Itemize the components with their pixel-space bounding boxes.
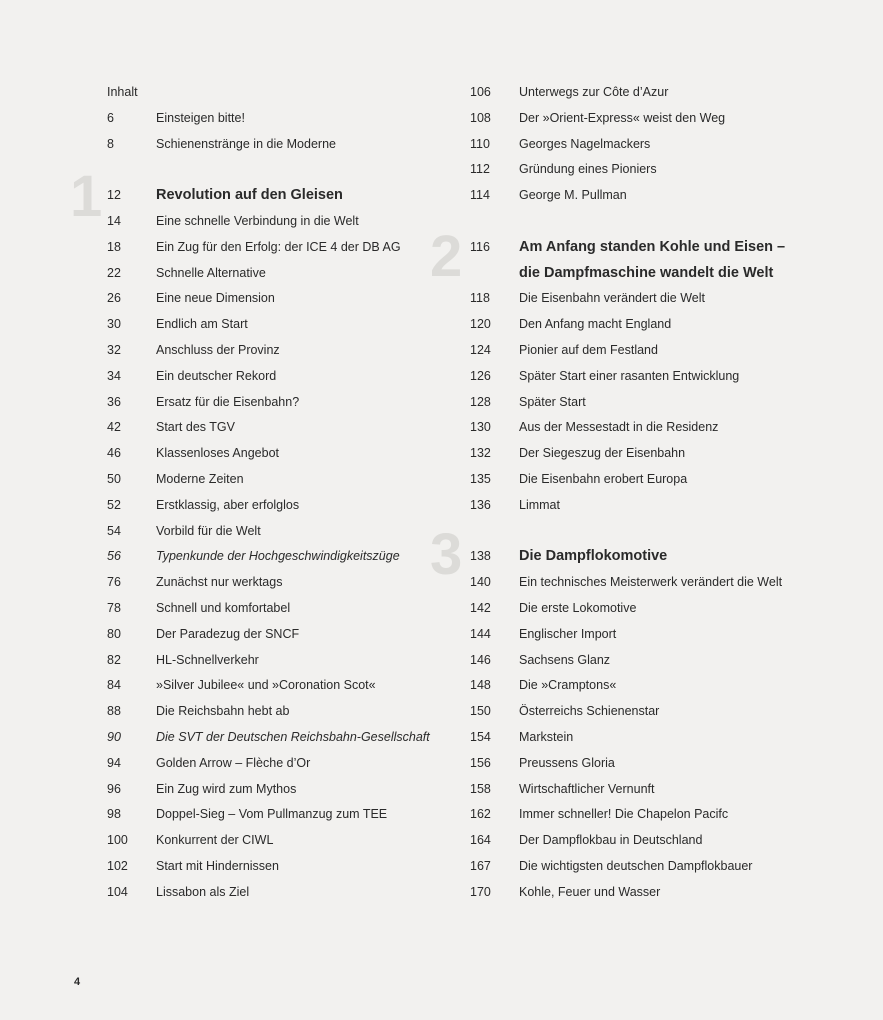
toc-page-number: 42 — [107, 420, 121, 435]
toc-page-number: 52 — [107, 497, 121, 512]
toc-page-number: 158 — [470, 781, 491, 796]
toc-entry-title: Doppel-Sieg – Vom Pullmanzug zum TEE — [156, 807, 388, 822]
toc-chapter-heading — [107, 183, 437, 209]
toc-entry — [107, 544, 437, 570]
toc-page-number: 112 — [470, 162, 490, 177]
toc-entry-title: Erstklassig, aber erfolglos — [156, 497, 300, 512]
toc-page-number: 96 — [107, 781, 121, 796]
toc-entry-title: Den Anfang macht England — [519, 317, 672, 332]
toc-entry-title: Endlich am Start — [156, 317, 248, 332]
toc-page-number: 110 — [470, 136, 490, 151]
toc-entry-title: Am Anfang standen Kohle und Eisen – — [519, 238, 786, 255]
toc-entry — [107, 312, 437, 338]
toc-entry — [470, 673, 830, 699]
toc-entry-title: »Silver Jubilee« und »Coronation Scot« — [156, 678, 376, 693]
toc-entry — [470, 596, 830, 622]
toc-entry-title: Moderne Zeiten — [156, 471, 244, 486]
toc-entry-title: Typenkunde der Hochgeschwindigkeitszüge — [156, 549, 400, 564]
toc-entry — [107, 415, 437, 441]
toc-entry-title: Aus der Messestadt in die Residenz — [519, 420, 719, 435]
toc-chapter-heading — [470, 544, 830, 570]
toc-right-column — [470, 80, 830, 906]
toc-entry-title: Der Siegeszug der Eisenbahn — [519, 446, 686, 461]
toc-page-number: 116 — [470, 239, 490, 254]
toc-page-number: 132 — [470, 446, 491, 461]
toc-entry — [470, 132, 830, 158]
toc-entry — [107, 854, 437, 880]
toc-page-number: 114 — [470, 188, 490, 203]
toc-page-number: 90 — [107, 729, 121, 744]
toc-entry-title: Immer schneller! Die Chapelon Pacifc — [519, 807, 729, 822]
toc-entry — [107, 596, 437, 622]
toc-entry — [470, 493, 830, 519]
toc-page-number: 88 — [107, 704, 121, 719]
toc-entry-title: Ersatz für die Eisenbahn? — [156, 394, 300, 409]
toc-page-number: 12 — [107, 188, 121, 203]
toc-entry-title: Schnell und komfortabel — [156, 600, 291, 615]
toc-page-number: 170 — [470, 884, 491, 899]
toc-page-number: 78 — [107, 600, 121, 615]
chapter-number-2: 2 — [430, 224, 463, 289]
toc-entry-title: Kohle, Feuer und Wasser — [519, 884, 661, 899]
page-number: 4 — [74, 976, 81, 988]
toc-entry-title: Ein technisches Meisterwerk verändert die Welt — [519, 575, 783, 590]
toc-page-number: 30 — [107, 317, 121, 332]
toc-entry-title: Die SVT der Deutschen Reichsbahn-Gesellschaft — [156, 729, 430, 744]
toc-page-number: 18 — [107, 239, 121, 254]
toc-entry — [107, 132, 437, 158]
toc-entry — [107, 441, 437, 467]
toc-page-number: 130 — [470, 420, 491, 435]
toc-page-number: 126 — [470, 368, 491, 383]
toc-entry — [107, 286, 437, 312]
toc-page-number: 76 — [107, 575, 121, 590]
toc-entry — [107, 519, 437, 545]
toc-page-number: 118 — [470, 291, 490, 306]
toc-entry-title: Preussens Gloria — [519, 755, 615, 770]
toc-entry — [107, 777, 437, 803]
toc-entry — [470, 880, 830, 906]
toc-entry — [107, 699, 437, 725]
toc-entry — [107, 235, 437, 261]
toc-entry — [107, 364, 437, 390]
toc-entry-title: Später Start einer rasanten Entwicklung — [519, 368, 740, 383]
toc-entry-title: Pionier auf dem Festland — [519, 342, 658, 357]
toc-entry — [470, 828, 830, 854]
toc-entry — [107, 209, 437, 235]
toc-page-number: 6 — [107, 110, 114, 125]
toc-entry-title: die Dampfmaschine wandelt die Welt — [519, 264, 774, 281]
toc-spacer — [107, 157, 437, 183]
toc-entry — [470, 570, 830, 596]
toc-entry-title: Revolution auf den Gleisen — [156, 187, 343, 204]
toc-entry-title: Österreichs Schienenstar — [519, 704, 660, 719]
toc-entry — [470, 777, 830, 803]
toc-entry-title: Klassenloses Angebot — [156, 446, 280, 461]
toc-entry — [470, 312, 830, 338]
toc-page-number: 120 — [470, 317, 491, 332]
toc-entry-title: HL-Schnellverkehr — [156, 652, 259, 667]
toc-entry — [107, 648, 437, 674]
toc-entry — [107, 802, 437, 828]
toc-page-number: 164 — [470, 833, 491, 848]
toc-entry-title: Die Eisenbahn erobert Europa — [519, 471, 688, 486]
toc-page-number: 140 — [470, 575, 491, 590]
toc-page-number: 144 — [470, 626, 491, 641]
toc-entry-title: Limmat — [519, 497, 560, 512]
toc-page-number: 106 — [470, 85, 491, 99]
toc-entry-title: Schnelle Alternative — [156, 265, 266, 280]
toc-page-number: 14 — [107, 213, 121, 228]
toc-entry — [107, 622, 437, 648]
toc-entry-title: Die »Cramptons« — [519, 678, 617, 693]
toc-page-number: 156 — [470, 755, 491, 770]
toc-entry — [470, 699, 830, 725]
toc-entry — [470, 415, 830, 441]
toc-page-number: 26 — [107, 291, 121, 306]
toc-page-number: 50 — [107, 471, 121, 486]
toc-entry — [470, 80, 830, 106]
toc-entry-title: Anschluss der Provinz — [156, 342, 280, 357]
toc-entry — [470, 725, 830, 751]
toc-left-column — [107, 80, 437, 906]
toc-entry — [470, 390, 830, 416]
toc-entry-title: George M. Pullman — [519, 188, 627, 203]
toc-entry-title: Start mit Hindernissen — [156, 858, 279, 873]
toc-page-number: 32 — [107, 342, 121, 357]
toc-entry-title: Start des TGV — [156, 420, 235, 435]
toc-entry-title: Ein Zug für den Erfolg: der ICE 4 der DB AG — [156, 239, 401, 254]
toc-entry-title: Der »Orient-Express« weist den Weg — [519, 110, 726, 125]
toc-page-number: 138 — [470, 549, 491, 564]
toc-entry-title: Konkurrent der CIWL — [156, 833, 274, 848]
toc-entry — [107, 880, 437, 906]
toc-page-number: 102 — [107, 858, 128, 873]
toc-entry — [470, 338, 830, 364]
toc-entry — [107, 390, 437, 416]
toc-page-number: 54 — [107, 523, 121, 538]
toc-page-number: 167 — [470, 858, 491, 873]
toc-entry-title: Markstein — [519, 729, 574, 744]
chapter-number-1: 1 — [70, 164, 103, 229]
toc-entry — [107, 467, 437, 493]
toc-entry-title: Der Dampflokbau in Deutschland — [519, 833, 703, 848]
toc-page-number: 46 — [107, 446, 121, 461]
toc-entry — [107, 261, 437, 287]
toc-page-number: 104 — [107, 884, 128, 899]
toc-entry-title: Die Dampflokomotive — [519, 548, 668, 565]
toc-entry — [107, 106, 437, 132]
toc-entry — [107, 673, 437, 699]
toc-entry-title: Sachsens Glanz — [519, 652, 611, 667]
toc-entry — [470, 854, 830, 880]
toc-chapter-heading — [470, 235, 830, 261]
toc-entry-title: Die erste Lokomotive — [519, 600, 637, 615]
toc-page-number: 162 — [470, 807, 491, 822]
toc-entry — [470, 648, 830, 674]
toc-entry-title: Die wichtigsten deutschen Dampflokbauer — [519, 858, 753, 873]
toc-page-number: 56 — [107, 549, 121, 564]
toc-page-number: 136 — [470, 497, 491, 512]
toc-page-number: 100 — [107, 833, 128, 848]
chapter-number-3: 3 — [430, 522, 463, 587]
toc-entry — [107, 493, 437, 519]
toc-entry-title: Später Start — [519, 394, 586, 409]
toc-entry — [470, 441, 830, 467]
toc-entry — [107, 725, 437, 751]
toc-entry — [470, 751, 830, 777]
toc-entry — [107, 751, 437, 777]
toc-entry-title: Einsteigen bitte! — [156, 110, 245, 125]
toc-page-number: 34 — [107, 368, 121, 383]
toc-page-number: 150 — [470, 704, 491, 719]
toc-entry-title: Zunächst nur werktags — [156, 575, 283, 590]
toc-entry — [470, 802, 830, 828]
toc-entry-title: Georges Nagelmackers — [519, 136, 651, 151]
toc-entry-title: Wirtschaftlicher Vernunft — [519, 781, 655, 796]
toc-entry-title: Ein deutscher Rekord — [156, 368, 277, 383]
toc-page-number: 8 — [107, 136, 114, 151]
toc-page-number: 142 — [470, 600, 491, 615]
toc-page-number: 135 — [470, 471, 491, 486]
toc-entry-title: Eine schnelle Verbindung in die Welt — [156, 213, 359, 228]
toc-spacer — [470, 519, 830, 545]
toc-page-number: 82 — [107, 652, 121, 667]
toc-entry — [470, 622, 830, 648]
toc-page-number: 148 — [470, 678, 491, 693]
toc-page-number: 36 — [107, 394, 121, 409]
toc-page-number: 154 — [470, 729, 491, 744]
toc-entry — [470, 183, 830, 209]
toc-page-number: 84 — [107, 678, 121, 693]
toc-entry — [470, 106, 830, 132]
toc-page-number: 98 — [107, 807, 121, 822]
toc-spacer — [470, 209, 830, 235]
toc-entry-title: Gründung eines Pioniers — [519, 162, 657, 177]
toc-entry-title: Vorbild für die Welt — [156, 523, 261, 538]
toc-header: Inhalt — [107, 85, 138, 99]
toc-entry — [470, 286, 830, 312]
toc-entry — [470, 364, 830, 390]
toc-entry-title: Die Eisenbahn verändert die Welt — [519, 291, 705, 306]
toc-entry-title: Lissabon als Ziel — [156, 884, 250, 899]
toc-entry-title: Die Reichsbahn hebt ab — [156, 704, 290, 719]
toc-page-number: 94 — [107, 755, 121, 770]
toc-entry-title: Ein Zug wird zum Mythos — [156, 781, 297, 796]
toc-entry — [107, 338, 437, 364]
toc-entry — [470, 467, 830, 493]
toc-page-number: 128 — [470, 394, 491, 409]
toc-page-number: 22 — [107, 265, 121, 280]
toc-entry — [107, 828, 437, 854]
toc-page-number: 146 — [470, 652, 491, 667]
toc-entry-title: Schienenstränge in die Moderne — [156, 136, 336, 151]
toc-entry-title: Eine neue Dimension — [156, 291, 275, 306]
toc-page-number: 124 — [470, 342, 491, 357]
toc-entry-title: Der Paradezug der SNCF — [156, 626, 300, 641]
toc-header-row — [107, 80, 437, 106]
toc-page-number: 80 — [107, 626, 121, 641]
toc-chapter-heading — [470, 261, 830, 287]
toc-entry — [470, 157, 830, 183]
toc-page-number: 108 — [470, 110, 491, 125]
toc-entry — [107, 570, 437, 596]
toc-entry-title: Englischer Import — [519, 626, 617, 641]
toc-entry-title: Unterwegs zur Côte d’Azur — [519, 85, 669, 99]
toc-entry-title: Golden Arrow – Flèche d’Or — [156, 755, 311, 770]
